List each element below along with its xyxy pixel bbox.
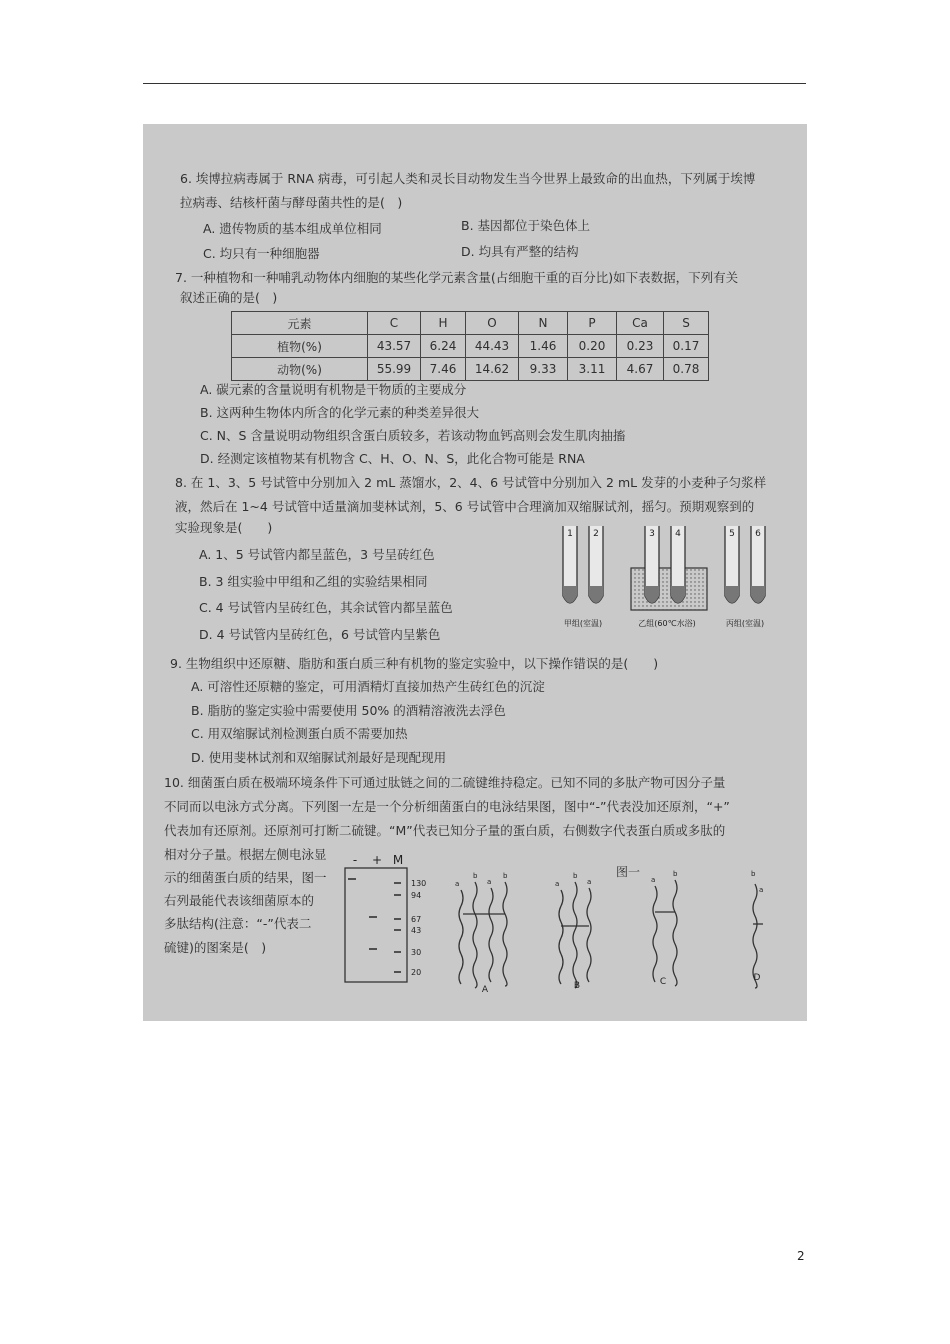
q8-option-d: D. 4 号试管内呈砖红色，6 号试管内呈紫色 [199,627,441,642]
chain-label: a [555,880,560,888]
water-bath [631,568,707,610]
chain-label: b [673,870,678,878]
q9-line1: 9. 生物组织中还原糖、脂肪和蛋白质三种有机物的鉴定实验中，以下操作错误的是( ) [170,656,659,671]
q6-line2: 拉病毒、结核杆菌与酵母菌共性的是( ) [180,195,403,210]
chain-label: b [751,870,756,878]
q6-option-b: B. 基因都位于染色体上 [461,218,591,233]
polypeptide-structures [449,868,779,994]
chain-label: b [473,872,478,880]
chain-label: b [503,872,508,880]
q9-option-d: D. 使用斐林试剂和双缩脲试剂最好是现配现用 [191,750,447,765]
q7-option-d: D. 经测定该植物某有机物含 C、H、O、N、S，此化合物可能是 RNA [200,451,585,466]
table-header-row [232,312,709,335]
q7-line1: 7. 一种植物和一种哺乳动物体内细胞的某些化学元素含量(占细胞干重的百分比)如下表数据，下列有关 [175,270,739,285]
electrophoresis-gel [339,852,443,986]
q10-line3: 代表加有还原剂。还原剂可打断二硫键。“M”代表已知分子量的蛋白质，右侧数字代表蛋白质或多肽的 [164,823,726,838]
q10-line4: 相对分子量。根据左侧电泳显 [164,847,327,862]
table-cell: 1.46 [519,335,568,358]
table-cell: 0.78 [664,358,709,381]
peptide-chain [459,890,463,984]
q10-line2: 不同而以电泳方式分离。下列图一左是一个分析细菌蛋白的电泳结果图，图中“-”代表没加还原剂，“+” [164,799,730,814]
table-cell: 7.46 [421,358,466,381]
chain-label: b [573,872,578,880]
table-cell: 0.17 [664,335,709,358]
table-row [232,335,709,358]
chain-label: a [587,878,592,886]
table-cell: 6.24 [421,335,466,358]
q6-option-c: C. 均只有一种细胞器 [203,246,320,261]
q6-option-a: A. 遗传物质的基本组成单位相同 [203,221,382,236]
table-cell: C [368,312,421,335]
test-tube-diagram [553,520,783,632]
group-label: 乙组(60℃水浴) [638,619,696,628]
table-cell: 14.62 [466,358,519,381]
table-cell: 0.23 [617,335,664,358]
chain-label: a [651,876,656,884]
table-cell: 4.67 [617,358,664,381]
gel-minus-label: - [352,853,358,867]
chain-label: a [759,886,764,894]
marker-weight: 20 [411,968,422,977]
peptide-chain [473,882,477,988]
table-cell: 植物(%) [232,335,368,358]
peptide-chain [489,888,493,982]
q10-line6: 右列最能代表该细菌原本的 [164,893,315,908]
group-label: 丙组(室温) [725,619,765,628]
figure-title: 图一 [616,865,641,879]
tube-number: 2 [593,529,599,539]
tube-number: 5 [729,529,735,539]
scanned-photo [143,124,807,1021]
q10-line8: 硫键)的图案是( ) [164,940,267,955]
table-cell: O [466,312,519,335]
gel-frame [345,868,407,982]
table-cell: 0.20 [568,335,617,358]
answer-label-d: D [753,973,761,983]
page-number: 2 [797,1249,805,1263]
tube-number: 4 [675,529,681,539]
marker-weight: 130 [411,879,427,888]
table-cell: 55.99 [368,358,421,381]
q6-line1: 6. 埃博拉病毒属于 RNA 病毒，可引起人类和灵长目动物发生当今世界上最致命的出血热，下列属于埃博 [180,171,756,186]
q8-line1: 8. 在 1、3、5 号试管中分别加入 2 mL 蒸馏水，2、4、6 号试管中分别加入 2 mL 发芽的小麦种子匀浆样 [175,475,767,490]
gel-plus-label: + [371,853,383,867]
answer-label-b: B [573,981,581,991]
marker-weight: 94 [411,891,422,900]
marker-weight: 30 [411,948,422,957]
marker-weight: 43 [411,926,422,935]
chain-label: a [455,880,460,888]
q8-option-a: A. 1、5 号试管内都呈蓝色，3 号呈砖红色 [199,547,435,562]
table-cell: 元素 [232,312,368,335]
q10-line1: 10. 细菌蛋白质在极端环境条件下可通过肽链之间的二硫键维持稳定。已知不同的多肽产物可因分子量 [164,775,726,790]
group-label: 甲组(室温) [563,619,603,628]
element-table [231,311,709,381]
table-cell: S [664,312,709,335]
table-cell: 3.11 [568,358,617,381]
table-cell: 动物(%) [232,358,368,381]
q8-line2: 液，然后在 1~4 号试管中适量滴加斐林试剂，5、6 号试管中合理滴加双缩脲试剂，摇匀。预期观察到的 [175,499,755,514]
chain-label: a [487,878,492,886]
q9-option-a: A. 可溶性还原糖的鉴定，可用酒精灯直接加热产生砖红色的沉淀 [191,679,545,694]
q7-option-c: C. N、S 含量说明动物组织含蛋白质较多，若该动物血钙高则会发生肌肉抽搐 [200,428,626,443]
peptide-chain [673,880,677,986]
peptide-chain [653,886,657,982]
marker-weight: 67 [411,915,422,924]
q9-option-b: B. 脂肪的鉴定实验中需要使用 50% 的酒精溶液洗去浮色 [191,703,506,718]
answer-label-a: A [481,985,489,994]
peptide-chain [587,888,591,982]
q10-line5: 示的细菌蛋白质的结果，图一 [164,870,327,885]
q6-option-d: D. 均具有严整的结构 [461,244,579,259]
table-cell: 44.43 [466,335,519,358]
q8-option-c: C. 4 号试管内呈砖红色，其余试管内都呈蓝色 [199,600,453,615]
table-cell: Ca [617,312,664,335]
table-row [232,358,709,381]
q7-option-a: A. 碳元素的含量说明有机物是干物质的主要成分 [200,382,467,397]
table-cell: P [568,312,617,335]
table-cell: H [421,312,466,335]
q9-option-c: C. 用双缩脲试剂检测蛋白质不需要加热 [191,726,408,741]
peptide-chain [573,882,577,988]
q7-option-b: B. 这两种生物体内所含的化学元素的种类差异很大 [200,405,480,420]
tube-number: 3 [649,529,655,539]
peptide-chain [503,882,507,986]
tube-number: 6 [755,529,761,539]
header-rule [143,83,806,84]
table-cell: N [519,312,568,335]
q10-line7: 多肽结构(注意：“-”代表二 [164,916,312,931]
q8-option-b: B. 3 组实验中甲组和乙组的实验结果相同 [199,574,428,589]
gel-marker-label: M [392,853,404,867]
tube-number: 1 [567,529,573,539]
peptide-chain [559,890,563,984]
table-cell: 43.57 [368,335,421,358]
answer-label-c: C [659,977,667,987]
table-cell: 9.33 [519,358,568,381]
q7-line2: 叙述正确的是( ) [180,290,278,305]
q8-line3: 实验现象是( ) [175,520,273,535]
